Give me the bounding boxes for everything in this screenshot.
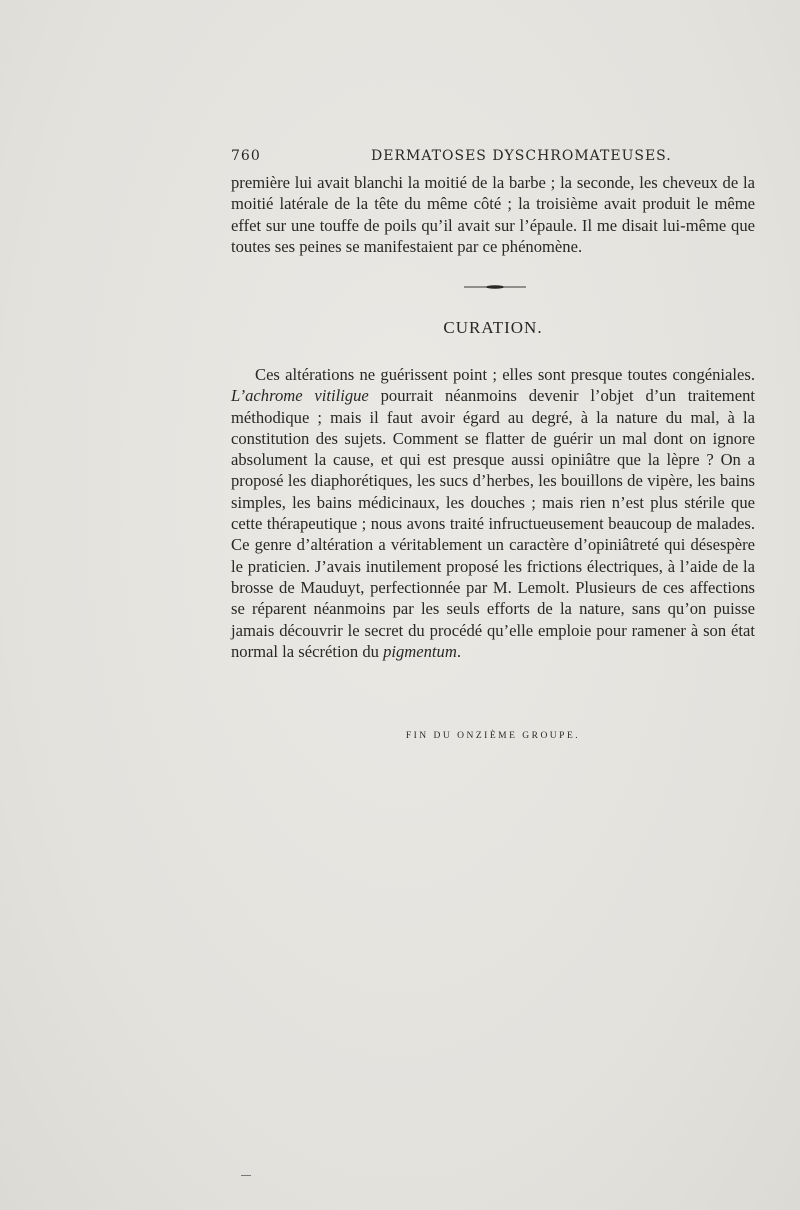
page-number: 760: [231, 148, 261, 164]
paragraph-2-italic-2: pigmentum: [383, 641, 457, 661]
end-of-group-note: FIN DU ONZIÈME GROUPE.: [405, 731, 581, 741]
curation-body: [231, 364, 755, 662]
paragraph-2-part-1: Ces altérations ne guérissent point ; elles sont presque toutes congéniales.: [255, 365, 755, 384]
paragraph-2: [231, 364, 755, 662]
running-title: DERMATOSES DYSCHROMATEUSES.: [371, 148, 672, 164]
section-heading: CURATION.: [443, 318, 543, 337]
ornament-divider: [464, 285, 526, 289]
paragraph-2-part-3: .: [456, 641, 461, 661]
paragraph-1: première lui avait blanchi la moitié de la barbe ; la seconde, les cheveux de la moitié latérale de la tête du même côté ; la troisième avait produit le même effet sur une touffe de poils qu’il avait sur l’épaule. Il me disait lui-même que toutes ses peines se manifestaient par ce phénomène.: [231, 173, 755, 256]
paragraph-2-part-2: pourrait néanmoins devenir l’objet d’un traitement méthodique ; mais il faut avoir égard au degré, à la nature du mal, à la constitution des sujets. Comment se flatter de guérir un mal dont on ignore absolument la cause, et qui est presque aussi opiniâtre que la lèpre ? On a proposé les diaphorétiques, les sucs d’herbes, les bouillons de vipère, les bains simples, les bains médicinaux, les douches ; mais rien n’est plus stérile que cette thérapeutique ; nous avons traité infructueusement beaucoup de malades. Ce genre d’altération a véritablement un caractère d’opiniâtreté qui désespère le praticien. J’avais inutilement proposé les frictions électriques, à l’aide de la brosse de Mauduyt, perfectionnée par M. Lemolt. Plusieurs de ces affections se réparent néanmoins par les seuls efforts de la nature, sans qu’on puisse jamais découvrir le secret du procédé qu’elle emploie pour ramener à son état normal la sécrétion du: [231, 386, 755, 661]
page-mark: [241, 1175, 251, 1176]
paragraph-continued: [231, 172, 755, 257]
paragraph-2-italic-1: L’achrome vitiligue: [231, 386, 369, 406]
